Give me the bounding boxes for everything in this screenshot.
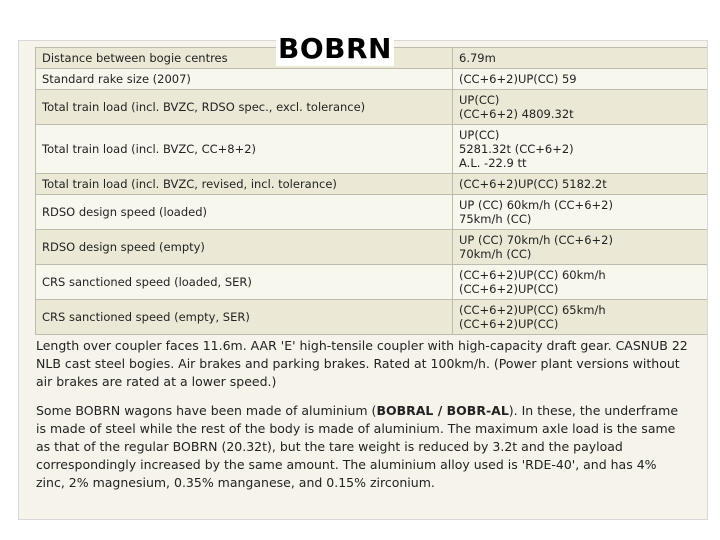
spec-row <box>36 90 709 125</box>
spec-value-line: 6.79m <box>459 51 496 65</box>
aluminium-text-after: ). In these, the underframe is made of steel while the rest of the body is made of aluminium. The maximum axle load is the same as that of the regular BOBRN (20.32t), but the tare weight is reduced by 3.2t and the payload correspondingly increased by the same amount. The aluminium alloy used is 'RDE-40', and has 4% zinc, 2% magnesium, 0.35% manganese, and 0.15% zirconium. <box>36 403 679 490</box>
spec-label: CRS sanctioned speed (empty, SER) <box>36 300 453 335</box>
spec-value-line: (CC+6+2)UP(CC) 5182.2t <box>459 177 607 191</box>
spec-label: Total train load (incl. BVZC, revised, incl. tolerance) <box>36 174 453 195</box>
spec-value-line: (CC+6+2)UP(CC) 60km/h <box>459 268 606 282</box>
spec-label: RDSO design speed (loaded) <box>36 195 453 230</box>
spec-value-line: 5281.32t (CC+6+2) <box>459 142 574 156</box>
spec-label: Total train load (incl. BVZC, RDSO spec., excl. tolerance) <box>36 90 453 125</box>
spec-value-line: UP (CC) 60km/h (CC+6+2) <box>459 198 613 212</box>
spec-value <box>453 69 709 90</box>
spec-value <box>453 230 709 265</box>
spec-value-line: (CC+6+2)UP(CC) <box>459 282 559 296</box>
aluminium-variant-name: BOBRAL / BOBR-AL <box>376 403 509 418</box>
spec-row <box>36 69 709 90</box>
spec-value-line: UP(CC) <box>459 93 500 107</box>
spec-value <box>453 125 709 174</box>
spec-value-line: 70km/h (CC) <box>459 247 532 261</box>
spec-value <box>453 195 709 230</box>
spec-row <box>36 195 709 230</box>
spec-label: CRS sanctioned speed (loaded, SER) <box>36 265 453 300</box>
spec-value-line: (CC+6+2)UP(CC) 59 <box>459 72 577 86</box>
spec-label: Distance between bogie centres <box>36 48 453 69</box>
spec-row <box>36 174 709 195</box>
spec-row <box>36 265 709 300</box>
spec-row <box>36 125 709 174</box>
spec-label: Standard rake size (2007) <box>36 69 453 90</box>
spec-row <box>36 300 709 335</box>
spec-value <box>453 90 709 125</box>
spec-label: RDSO design speed (empty) <box>36 230 453 265</box>
aluminium-text-before: Some BOBRN wagons have been made of aluminium ( <box>36 403 377 418</box>
spec-row <box>36 230 709 265</box>
spec-value-line: A.L. -22.9 tt <box>459 156 527 170</box>
spec-value-line: UP(CC) <box>459 128 500 142</box>
spec-value-line: 75km/h (CC) <box>459 212 532 226</box>
spec-value <box>453 265 709 300</box>
spec-value-line: (CC+6+2)UP(CC) <box>459 317 559 331</box>
spec-table <box>35 47 708 335</box>
spec-value-line: (CC+6+2) 4809.32t <box>459 107 574 121</box>
spec-value <box>453 300 709 335</box>
spec-value-line: (CC+6+2)UP(CC) 65km/h <box>459 303 606 317</box>
aluminium-paragraph <box>35 402 707 492</box>
excerpt-content <box>35 47 707 492</box>
spec-label: Total train load (incl. BVZC, CC+8+2) <box>36 125 453 174</box>
spec-value-line: UP (CC) 70km/h (CC+6+2) <box>459 233 613 247</box>
spec-value <box>453 174 709 195</box>
description-paragraph: Length over coupler faces 11.6m. AAR 'E' high-tensile coupler with high-capacity draft gear. CASNUB 22 NLB cast steel bogies. Air brakes and parking brakes. Rated at 100km/h. (Power plant versions without air brakes are rated at a lower speed.) <box>36 338 688 389</box>
slide-title: BOBRN <box>278 32 392 65</box>
spec-value <box>453 48 709 69</box>
wiki-excerpt <box>18 40 708 520</box>
